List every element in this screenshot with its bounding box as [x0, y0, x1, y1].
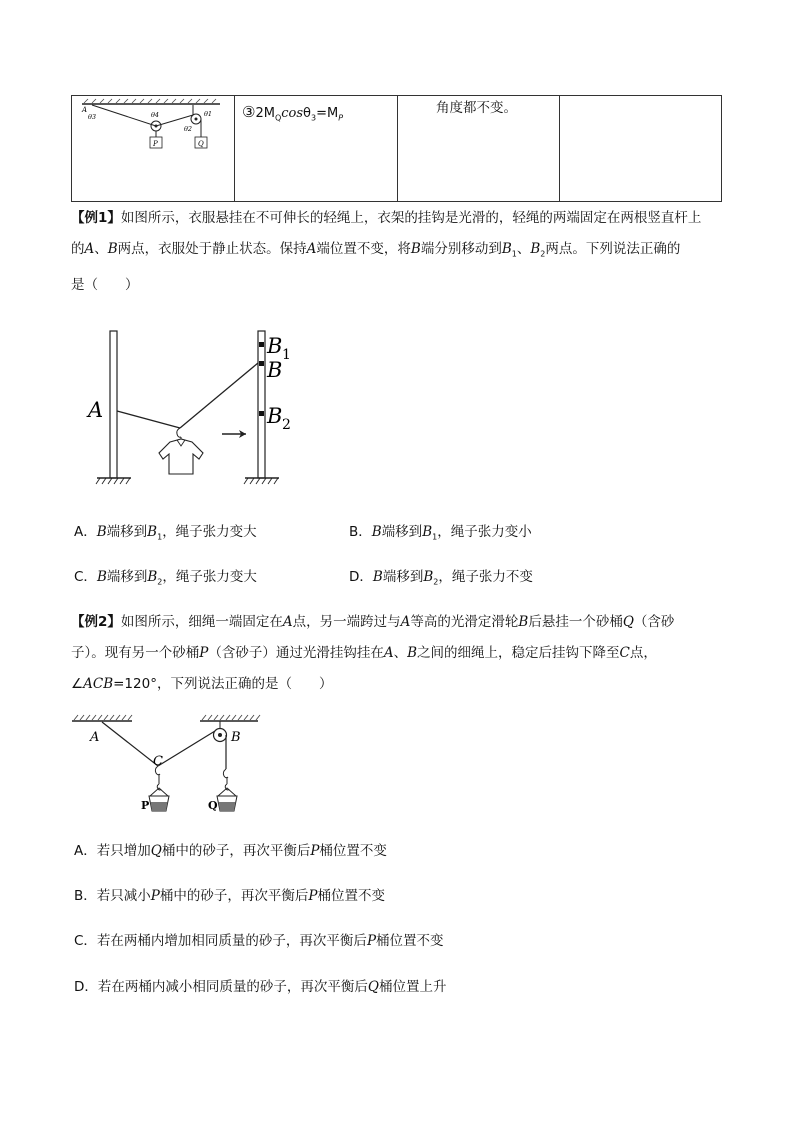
- example2-option-b[interactable]: [74, 886, 385, 906]
- text-line: 点，另一端跨过与: [292, 614, 401, 630]
- text-line: 点，: [629, 645, 657, 661]
- point-p: P: [310, 843, 320, 859]
- text-line: 之间的细绳上，稳定后挂钩下降至: [417, 645, 620, 661]
- point-p: P: [150, 888, 160, 904]
- option-text: 端移到: [106, 524, 148, 540]
- point-b: B: [407, 645, 418, 661]
- option-letter: D．: [74, 979, 98, 995]
- example1-option-d[interactable]: [349, 567, 533, 593]
- point-b: B: [147, 569, 158, 585]
- point-sub: 1: [432, 532, 438, 542]
- text-sep: 、: [516, 241, 531, 257]
- circled-number: ③: [242, 103, 256, 121]
- option-letter: B．: [74, 888, 97, 904]
- point-b: B: [107, 241, 118, 257]
- point-a: A: [282, 614, 293, 630]
- option-text: 桶中的砂子，再次平衡后: [161, 843, 311, 859]
- example2-text: [71, 607, 731, 700]
- point-sub: 2: [433, 577, 439, 587]
- point-p: P: [366, 933, 377, 949]
- example1-option-c[interactable]: [74, 567, 257, 593]
- option-text: 端移到: [382, 569, 424, 585]
- text-line: 两点。下列说法正确的: [545, 241, 681, 257]
- point-a: A: [84, 241, 95, 257]
- fig2-label-a: A: [90, 730, 100, 745]
- formula-sub: P: [338, 113, 344, 123]
- point-b: B: [372, 569, 383, 585]
- example2-option-d[interactable]: [74, 977, 446, 997]
- option-text: 若只减小: [96, 888, 151, 904]
- point-sub: 2: [157, 577, 163, 587]
- example2-tag: 【例2】: [71, 614, 121, 630]
- label-theta4: θ4: [151, 111, 160, 119]
- text-line: 如图所示，衣服悬挂在不可伸长的轻绳上，衣架的挂钩是光滑的，轻绳的两端固定在两根竖直杆上: [120, 210, 702, 226]
- option-text: 桶位置上升: [378, 979, 447, 995]
- text-line: 等高的光滑定滑轮: [410, 614, 519, 630]
- point-sub: 2: [540, 249, 546, 259]
- fig1-label-b1-sub: 1: [282, 347, 291, 363]
- example2-option-c[interactable]: [74, 931, 444, 951]
- text-line: 是（ ）: [71, 276, 139, 293]
- formula-theta: θ: [303, 106, 311, 121]
- option-letter: A．: [74, 524, 97, 540]
- fig2-label-c: C: [153, 754, 163, 769]
- option-text: 端移到: [381, 524, 423, 540]
- text-line: 后悬挂一个砂桶: [528, 614, 623, 630]
- pulley-bucket-figure: [70, 714, 270, 818]
- option-text: ，绳子张力不变: [438, 569, 533, 585]
- text-line: 端分别移动到: [420, 241, 502, 257]
- fig1-label-b2: B: [267, 404, 283, 428]
- clothes-hanger-figure: [85, 325, 300, 490]
- table-divider: [397, 96, 398, 201]
- point-p: P: [308, 888, 318, 904]
- point-a: A: [400, 614, 411, 630]
- text-line: （含砂: [633, 614, 675, 630]
- option-text: 若只增加: [96, 843, 151, 859]
- pulley-diagram-small: [80, 98, 230, 156]
- label-theta1: θ1: [204, 110, 213, 118]
- table-row: [71, 95, 722, 202]
- option-text: 若在两桶内增加相同质量的砂子，再次平衡后: [96, 933, 367, 949]
- option-text: ，绳子张力变大: [162, 569, 257, 585]
- angle-symbol: ∠: [71, 676, 84, 692]
- point-sub: 1: [511, 249, 517, 259]
- point-q: Q: [367, 979, 379, 995]
- point-q: Q: [622, 614, 634, 630]
- formula-cell: [242, 103, 343, 123]
- text-line: 子）。现有另一个砂桶: [71, 645, 200, 661]
- option-letter: D．: [349, 569, 373, 585]
- label-theta2: θ2: [184, 125, 193, 133]
- point-b: B: [371, 524, 382, 540]
- fig2-label-b: B: [231, 730, 241, 745]
- formula-cos: cos: [281, 106, 304, 121]
- text-line: 端位置不变，将: [316, 241, 411, 257]
- example1-text: [71, 203, 731, 301]
- option-text: ，绳子张力变小: [437, 524, 532, 540]
- table-divider: [559, 96, 560, 201]
- text-line: （含砂子）通过光滑挂钩挂在: [208, 645, 384, 661]
- text-sep: 、: [94, 241, 108, 257]
- option-letter: A．: [74, 843, 97, 859]
- option-text: 端移到: [106, 569, 148, 585]
- angle-note: 角度都不变。: [436, 100, 517, 116]
- text-line: 两点，衣服处于静止状态。保持: [117, 241, 307, 257]
- point-b1: B: [501, 241, 512, 257]
- label-q: Q: [198, 140, 204, 148]
- table-divider: [234, 96, 235, 201]
- fig1-label-b2-sub: 2: [282, 417, 291, 433]
- formula-part: 2M: [255, 106, 275, 121]
- formula-sub: 3: [311, 113, 317, 123]
- point-p: P: [199, 645, 209, 661]
- label-theta3: θ3: [88, 113, 97, 121]
- point-b: B: [518, 614, 529, 630]
- point-q: Q: [150, 843, 162, 859]
- formula-eq: =M: [316, 106, 339, 121]
- option-letter: B．: [349, 524, 372, 540]
- point-a: A: [383, 645, 394, 661]
- text-sep: 、: [393, 645, 408, 661]
- point-b: B: [422, 524, 433, 540]
- fig1-label-a: A: [88, 398, 104, 422]
- text-line: 的: [71, 241, 85, 257]
- fig2-label-q: Q: [208, 799, 218, 812]
- option-text: 桶位置不变: [319, 843, 387, 859]
- example2-option-a[interactable]: [74, 841, 387, 861]
- example1-option-b[interactable]: [349, 522, 532, 548]
- option-text: ，绳子张力变大: [162, 524, 257, 540]
- point-b: B: [423, 569, 434, 585]
- point-b: B: [410, 241, 421, 257]
- option-text: 若在两桶内减小相同质量的砂子，再次平衡后: [97, 979, 368, 995]
- example1-option-a[interactable]: [74, 522, 257, 548]
- label-a: A: [82, 106, 88, 114]
- text-line: =120°，下列说法正确的是（ ）: [113, 676, 333, 692]
- option-text: 桶位置不变: [376, 933, 444, 949]
- point-b: B: [96, 524, 107, 540]
- option-text: 桶中的砂子，再次平衡后: [159, 888, 309, 904]
- point-a: A: [306, 241, 317, 257]
- point-b: B: [96, 569, 107, 585]
- point-b: B: [147, 524, 158, 540]
- fig1-label-b1: B: [267, 334, 283, 358]
- option-text: 桶位置不变: [317, 888, 385, 904]
- point-b2: B: [530, 241, 541, 257]
- fig2-label-p: P: [141, 799, 150, 812]
- point-sub: 1: [157, 532, 163, 542]
- option-letter: C．: [74, 933, 97, 949]
- point-c: C: [619, 645, 630, 661]
- fig1-label-b: B: [267, 358, 283, 382]
- angle-acb: ACB: [83, 676, 114, 692]
- formula-sub: Q: [274, 113, 282, 123]
- option-letter: C．: [74, 569, 97, 585]
- label-p: P: [153, 140, 158, 148]
- example1-tag: 【例1】: [71, 210, 121, 226]
- text-line: 如图所示，细绳一端固定在: [120, 614, 283, 630]
